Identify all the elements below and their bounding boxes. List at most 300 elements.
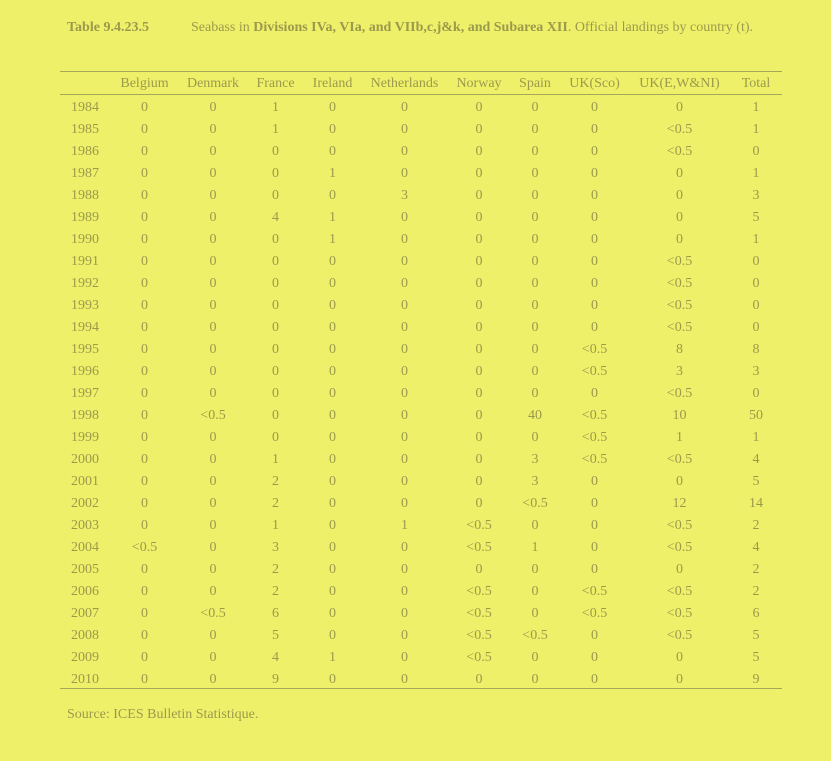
table-cell: 0 [591,232,598,247]
table-cell: 0 [329,386,336,401]
table-cell: 0 [209,628,217,643]
table-cell: <0.5 [131,540,158,555]
table-cell: 3 [401,188,408,203]
table-cell: <0.5 [581,584,608,599]
table-cell: 0 [475,364,483,379]
table-cell: 0 [531,276,539,291]
table-cell: 0 [329,452,336,467]
table-cell: <0.5 [466,606,492,621]
table-cell: 0 [475,276,483,291]
year-cell: 2004 [71,540,99,555]
title-suffix: . Official landings by country (t). [567,20,754,35]
table-row [60,361,782,383]
table-cell: 0 [401,232,408,247]
year-cell: 2009 [71,650,99,665]
table-cell: 2 [272,584,279,599]
table-cell: 0 [209,320,217,335]
table-cell: 0 [475,672,483,687]
year-cell: 1995 [71,342,99,357]
table-row [60,603,782,625]
table-cell: 0 [329,628,336,643]
table-cell: 0 [531,386,539,401]
table-cell: 0 [141,122,148,137]
table-cell: 0 [401,650,408,665]
table-cell: 0 [209,430,217,445]
header-cell-year [60,74,110,96]
table-cell: 0 [401,408,408,423]
table-cell: 0 [141,364,148,379]
table-cell: 2 [272,474,279,489]
table-row [60,295,782,317]
table-cell: <0.5 [200,606,226,621]
table-cell: 0 [141,650,148,665]
table-header [60,74,782,96]
table-cell: 5 [752,474,760,489]
year-cell: 1996 [71,364,99,379]
table-cell: 0 [401,386,408,401]
year-cell: 1986 [71,144,99,159]
table-cell: 0 [401,628,408,643]
table-cell: 0 [141,210,148,225]
year-cell: 2010 [71,672,99,687]
table-cell: 0 [272,144,279,159]
table-cell: 0 [591,276,598,291]
year-cell: 1998 [71,408,99,423]
table-cell: 0 [676,672,683,687]
table-cell: 0 [531,342,539,357]
table-cell: <0.5 [581,408,608,423]
table-cell: 5 [752,210,760,225]
table-cell: 3 [531,452,539,467]
table-cell: 0 [329,276,336,291]
table-cell: 6 [272,606,279,621]
table-cell: 0 [531,144,539,159]
year-cell: 2007 [71,606,99,621]
table-cell: 0 [676,232,683,247]
year-cell: 1985 [71,122,99,137]
table-cell: 0 [141,452,148,467]
table-row [60,185,782,207]
table-cell: 0 [531,606,539,621]
table-cell: 0 [475,320,483,335]
table-row [60,449,782,471]
table-cell: 0 [272,430,279,445]
table-cell: 4 [272,650,279,665]
table-cell: 0 [531,210,539,225]
table-cell: 40 [528,408,542,423]
table-cell: 0 [329,320,336,335]
table-cell: 0 [591,122,598,137]
table-cell: 0 [209,100,217,115]
table-cell: 0 [591,650,598,665]
table-cell: 0 [531,254,539,269]
table-cell: 3 [531,474,539,489]
table-cell: 0 [676,166,683,181]
table-cell: 0 [591,144,598,159]
table-cell: 4 [272,210,279,225]
table-cell: 0 [209,650,217,665]
table-cell: 1 [752,122,760,137]
table-cell: 0 [141,584,148,599]
table-cell: 0 [475,100,483,115]
table-cell: 9 [752,672,760,687]
table-cell: 0 [209,276,217,291]
table-cell: 2 [752,518,760,533]
table-cell: 0 [329,606,336,621]
table-cell: 0 [209,562,217,577]
table-cell: 0 [752,298,760,313]
table-cell: 0 [401,342,408,357]
table-cell: 2 [752,562,760,577]
table-cell: 0 [475,166,483,181]
table-cell: <0.5 [666,584,693,599]
table-cell: 0 [531,188,539,203]
table-cell: 0 [475,210,483,225]
header-cell-total: Total [741,76,771,91]
header-cell-norway: Norway [456,76,502,91]
table-cell: 12 [672,496,687,511]
table-cell: 0 [209,584,217,599]
year-cell: 1987 [71,166,99,181]
year-cell: 1993 [71,298,99,313]
table-row [60,207,782,229]
table-cell: 0 [209,474,217,489]
table-cell: 0 [531,122,539,137]
table-cell: 0 [475,562,483,577]
table-cell: 0 [401,474,408,489]
table-cell: <0.5 [200,408,226,423]
table-cell: 0 [141,628,148,643]
table-cell: 1 [272,452,279,467]
table-cell: 0 [591,496,598,511]
table-cell: 0 [329,518,336,533]
table-cell: <0.5 [522,628,548,643]
table-body [60,96,782,691]
table-cell: 0 [329,672,336,687]
table-cell: 0 [329,474,336,489]
year-cell: 1988 [71,188,99,203]
table-cell: <0.5 [666,320,693,335]
table-cell: <0.5 [666,518,693,533]
table-cell: 0 [676,188,683,203]
table-title [191,19,771,36]
table-cell: 0 [329,430,336,445]
table-cell: 0 [329,408,336,423]
year-cell: 2006 [71,584,99,599]
table-cell: 0 [531,298,539,313]
table-cell: 0 [329,540,336,555]
table-cell: 5 [752,650,760,665]
table-cell: 0 [752,254,760,269]
table-cell: 0 [329,364,336,379]
table-cell: <0.5 [666,276,693,291]
table-cell: 0 [475,430,483,445]
table-cell: 1 [752,430,760,445]
table-row [60,339,782,361]
table-row [60,96,782,119]
table-cell: <0.5 [466,584,492,599]
table-cell: 3 [752,188,760,203]
table-cell: <0.5 [466,540,492,555]
table-row [60,383,782,405]
table-cell: 0 [591,320,598,335]
table-cell: 1 [329,166,336,181]
table-cell: 0 [209,364,217,379]
table-cell: 4 [752,540,760,555]
table-cell: 3 [676,364,683,379]
table-cell: 1 [531,540,539,555]
table-cell: 1 [752,232,760,247]
table-cell: 0 [141,386,148,401]
table-cell: 0 [591,188,598,203]
table-cell: 0 [209,144,217,159]
table-cell: 50 [749,408,763,423]
table-cell: 0 [141,188,148,203]
table-cell: 0 [329,122,336,137]
table-cell: 10 [672,408,687,423]
table-cell: <0.5 [581,606,608,621]
table-cell: 0 [591,474,598,489]
table-cell: 0 [209,386,217,401]
table-cell: 1 [329,232,336,247]
table-cell: <0.5 [666,540,693,555]
table-cell: <0.5 [581,430,608,445]
table-cell: 0 [591,298,598,313]
table-cell: 0 [531,650,539,665]
table-cell: 0 [475,188,483,203]
table-cell: 0 [475,408,483,423]
table-cell: 0 [272,386,279,401]
table-cell: 0 [401,584,408,599]
table-bottom-rule [60,688,782,689]
table-cell: 0 [141,100,148,115]
table-cell: 0 [141,144,148,159]
table-cell: 0 [141,166,148,181]
table-cell: 0 [475,452,483,467]
year-cell: 1990 [71,232,99,247]
year-cell: 1989 [71,210,99,225]
title-bold-divisions: Divisions IVa, VIa, and VIIb,c,j&k, and Subarea XII [253,20,568,35]
table-cell: 0 [209,452,217,467]
table-cell: 0 [531,166,539,181]
table-cell: 0 [591,100,598,115]
year-cell: 1992 [71,276,99,291]
table-row [60,163,782,185]
table-cell: 1 [272,122,279,137]
table-cell: <0.5 [581,364,608,379]
table-cell: 0 [401,364,408,379]
table-cell: 0 [475,254,483,269]
header-row [60,74,782,96]
table-cell: 1 [676,430,683,445]
table-cell: 0 [676,474,683,489]
table-cell: 0 [141,606,148,621]
table-cell: 2 [752,584,760,599]
table-row [60,229,782,251]
table-row [60,141,782,163]
table-cell: 0 [209,254,217,269]
table-cell: 0 [591,540,598,555]
table-cell: 0 [475,298,483,313]
table-cell: 0 [591,518,598,533]
table-cell: <0.5 [522,496,548,511]
year-cell: 2002 [71,496,99,511]
header-cell-denmark: Denmark [186,76,240,91]
table-cell: 0 [209,122,217,137]
table-cell: 0 [209,540,217,555]
table-cell: 0 [676,210,683,225]
table-cell: 0 [401,496,408,511]
table-cell: 0 [209,672,217,687]
table-cell: 5 [752,628,760,643]
table-cell: 0 [531,584,539,599]
table-cell: 0 [209,496,217,511]
header-cell-ireland: Ireland [312,76,353,91]
table-cell: 0 [141,342,148,357]
table-cell: <0.5 [666,452,693,467]
table-cell: 0 [272,320,279,335]
year-cell: 2003 [71,518,99,533]
table-cell: 0 [752,320,760,335]
table-row [60,581,782,603]
table-cell: 0 [401,320,408,335]
table-cell: 0 [209,210,217,225]
header-cell-belgium: Belgium [120,76,169,91]
table-cell: 1 [272,518,279,533]
table-cell: 14 [749,496,763,511]
table-cell: 0 [141,430,148,445]
table-cell: 0 [591,254,598,269]
table-cell: 0 [531,518,539,533]
table-cell: 0 [676,100,683,115]
table-cell: 0 [141,518,148,533]
table-cell: 0 [209,232,217,247]
table-cell: <0.5 [666,122,693,137]
table-row [60,273,782,295]
table-row [60,515,782,537]
table-cell: <0.5 [666,254,693,269]
table-cell: 9 [272,672,279,687]
table-cell: 0 [272,232,279,247]
table-cell: 1 [329,210,336,225]
table-cell: 0 [209,518,217,533]
table-cell: 0 [401,166,408,181]
table-cell: 0 [591,210,598,225]
table-cell: 0 [531,562,539,577]
table-cell: 0 [209,188,217,203]
landings-table [60,74,782,691]
table-cell: 5 [272,628,279,643]
table-cell: 1 [329,650,336,665]
table-cell: 0 [401,452,408,467]
table-cell: 0 [531,320,539,335]
table-cell: 1 [752,100,760,115]
table-cell: 0 [475,232,483,247]
table-cell: 0 [329,100,336,115]
table-cell: 0 [272,166,279,181]
table-row [60,559,782,581]
year-cell: 1984 [71,100,99,115]
table-cell: 0 [272,408,279,423]
table-cell: 0 [752,276,760,291]
table-cell: 2 [272,562,279,577]
table-cell: 0 [272,254,279,269]
year-cell: 1999 [71,430,99,445]
table-cell: 0 [401,122,408,137]
table-cell: 0 [475,496,483,511]
table-cell: 0 [752,144,760,159]
table-cell: <0.5 [581,342,608,357]
table-cell: 0 [475,122,483,137]
table-cell: 0 [531,364,539,379]
year-cell: 2001 [71,474,99,489]
table-cell: 0 [141,562,148,577]
header-cell-netherlands: Netherlands [370,76,439,91]
table-top-rule [60,71,782,72]
table-cell: <0.5 [581,452,608,467]
table-cell: 0 [141,276,148,291]
table-cell: 0 [475,474,483,489]
table-cell: 0 [401,606,408,621]
table-cell: <0.5 [466,650,492,665]
table-cell: <0.5 [666,628,693,643]
table-cell: 0 [329,298,336,313]
table-cell: <0.5 [666,144,693,159]
year-cell: 1997 [71,386,99,401]
table-cell: 0 [531,100,539,115]
table-cell: 0 [141,320,148,335]
table-row [60,427,782,449]
table-cell: 0 [676,650,683,665]
table-cell: 0 [401,254,408,269]
table-cell: 0 [401,430,408,445]
table-cell: 0 [209,298,217,313]
table-cell: <0.5 [666,298,693,313]
table-cell: 0 [141,298,148,313]
table-cell: 0 [272,342,279,357]
table-cell: 0 [329,254,336,269]
table-row [60,537,782,559]
table-cell: 0 [141,408,148,423]
table-row [60,625,782,647]
table-cell: 0 [329,342,336,357]
table-cell: 3 [752,364,760,379]
table-cell: 0 [401,210,408,225]
table-cell: 1 [401,518,408,533]
year-cell: 2008 [71,628,99,643]
table-row [60,405,782,427]
table-cell: 0 [401,276,408,291]
table-cell: 0 [752,386,760,401]
table-row [60,317,782,339]
table-cell: 0 [272,276,279,291]
table-cell: 0 [329,584,336,599]
table-cell: 0 [591,166,598,181]
table-cell: <0.5 [466,518,492,533]
table-cell: 0 [272,298,279,313]
table-row [60,251,782,273]
table-row [60,471,782,493]
table-cell: 0 [531,430,539,445]
table-cell: 0 [272,188,279,203]
year-cell: 1994 [71,320,99,335]
table-cell: <0.5 [466,628,492,643]
table-cell: 8 [752,342,760,357]
table-row [60,647,782,669]
table-cell: 0 [329,562,336,577]
table-cell: <0.5 [666,606,693,621]
table-cell: 0 [401,144,408,159]
